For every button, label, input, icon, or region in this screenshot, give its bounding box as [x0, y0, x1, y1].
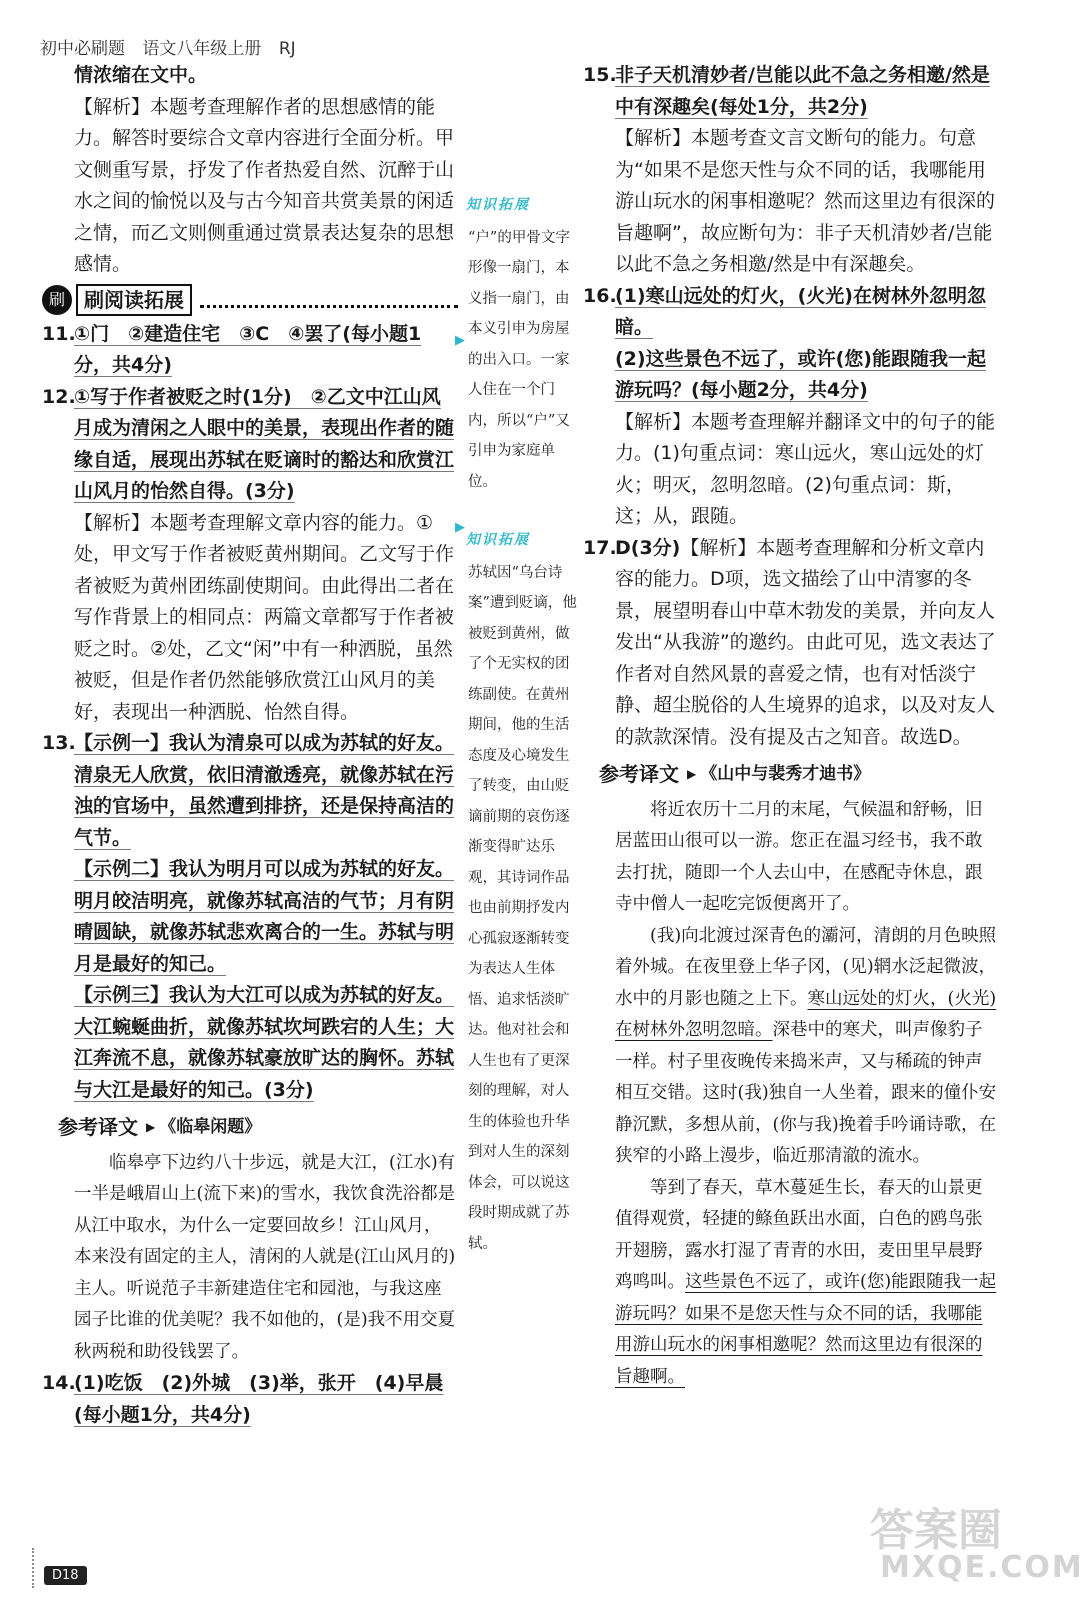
translation-text: 等到了春天，草木蔓延生长，春天的山景更值得观赏，轻捷的鲦鱼跃出水面，白色的鸥鸟张开翅膀，露水打湿了青青的水田，麦田里早晨野鸡鸣叫。 — [615, 1177, 983, 1292]
intro-line: 情浓缩在文中。 — [74, 64, 208, 86]
question-16 — [583, 281, 999, 344]
question-12 — [42, 382, 458, 508]
reference-title: 《山中与裴秀才迪书》 — [700, 764, 871, 784]
question-13 — [42, 728, 458, 854]
q13-number: 13. — [42, 732, 76, 754]
page-header — [40, 34, 308, 59]
arrow-icon: ▶ — [455, 520, 465, 535]
knowledge-box-title: 知识拓展 — [466, 197, 530, 213]
q13-example-3: 【示例三】我认为大江可以成为苏轼的好友。大江蜿蜒曲折，就像苏轼坎坷跌宕的人生；大江奔流不息，就像苏轼豪放旷达的胸怀。苏轼与大江是最好的知己。(3分) — [74, 984, 455, 1101]
reference-translation-header — [599, 759, 999, 791]
question-17 — [583, 533, 999, 754]
q15-number: 15. — [583, 64, 617, 86]
question-14 — [42, 1368, 458, 1431]
reference-translation — [42, 1148, 458, 1369]
translation-paragraph — [615, 1173, 999, 1394]
knowledge-box-text: “户”的甲骨文字形像一扇门，本义指一扇门，由本义引申为房屋的出入口。一家人住在一个门内，所以“户”又引申为家庭单位。 — [468, 229, 570, 490]
watermark-logo: 答案圈 — [870, 1505, 1002, 1556]
section-header — [42, 283, 458, 317]
knowledge-box-text: 苏轼因“乌台诗案”遭到贬谪，他被贬到黄州，做了个无实权的团练副使。在黄州期间，他的生活态度及心境发生了转变，由山贬谪前期的哀伤逐渐变得旷达乐观，其诗词作品也由前期抒发内心孤寂逐渐转变为表达人生体悟、追求恬淡旷达。他对社会和人生也有了更深刻的理解，对人生的体验也升华到对人生的深刻体会，可以说这段时期成就了苏轼。 — [468, 564, 577, 1252]
q13-example-1: 【示例一】我认为清泉可以成为苏轼的好友。清泉无人欣赏，依旧清澈透亮，就像苏轼在污浊的官场中，虽然遭到排挤，还是保持高洁的气节。 — [74, 732, 455, 849]
q11-answer: ①门 ②建造住宅 ③C ④罢了(每小题1分，共4分) — [74, 322, 422, 376]
q17-number: 17. — [583, 536, 617, 559]
translation-paragraph: 将近农历十二月的末尾，气候温和舒畅，旧居蓝田山很可以一游。您正在温习经书，我不敢去打扰，随即一个人去山中，在感配寺休息，跟寺中僧人一起吃完饭便离开了。 — [615, 799, 983, 914]
translation-highlight: 寒山远处的灯火，(火光)在树林外忽明忽暗。 — [615, 988, 997, 1040]
q12-answer: ①写于作者被贬之时(1分) ②乙文中江山风月成为清闲之人眼中的美景，表现出作者的随缘自适，展现出苏轼在贬谪时的豁达和欣赏江山风月的怡然自得。(3分) — [74, 385, 455, 502]
reference-label: 参考译文 — [599, 762, 679, 786]
q17-analysis: 【解析】本题考查理解和分析文章内容的能力。D项，选文描绘了山中清寥的冬景，展望明春山中草木勃发的美景，并向友人发出“从我游”的邀约。由此可见，选文表达了作者对自然风景的喜爱之情，也有对恬淡宁静、超尘脱俗的人生境界的追求，以及对友人的款款深情。没有提及古之知音。故选D。 — [615, 536, 996, 748]
reference-title: 《临皋闲题》 — [159, 1117, 262, 1137]
triangle-icon: ▶ — [146, 1120, 156, 1134]
q15-analysis: 【解析】本题考查文言文断句的能力。句意为“如果不是您天性与众不同的话，我哪能用游山玩水的闲事相邀呢？然而这里边有很深的旨趣啊”，故应断句为：非子天机清妙者/岂能以此不急之务相邀/然是中有深趣矣。 — [615, 127, 996, 275]
intro-analysis: 【解析】本题考查理解作者的思想感情的能力。解答时要综合文章内容进行全面分析。甲文侧重写景，抒发了作者热爱自然、沉醉于山水之间的愉悦以及与古今知音共赏美景的闲适之情，而乙文则侧重通过赏景表达复杂的思想感情。 — [74, 95, 455, 275]
translation-paragraph: 临皋亭下边约八十步远，就是大江，(江水)有一半是峨眉山上(流下来)的雪水，我饮食洗浴都是从江中取水，为什么一定要回故乡！江山风月，本来没有固定的主人，清闲的人就是(江山风月的)主人。听说范子丰新建造住宅和园池，与我这座园子比谁的优美呢？我不如他的，(是)我不用交夏秋两税和助役钱罢了。 — [74, 1152, 456, 1362]
knowledge-box-title: 知识拓展 — [466, 532, 530, 548]
header-edition: RJ — [278, 39, 296, 59]
q14-number: 14. — [42, 1372, 76, 1394]
page-number: D18 — [44, 1566, 87, 1585]
q16-analysis: 【解析】本题考查理解并翻译文中的句子的能力。(1)句重点词：寒山远火，寒山远处的灯火；明灭，忽明忽暗。(2)句重点词：斯，这；从，跟随。 — [615, 410, 996, 527]
right-column — [583, 60, 999, 1393]
q16-answer-1: (1)寒山远处的灯火，(火光)在树林外忽明忽暗。 — [615, 284, 986, 338]
section-title: 刷阅读拓展 — [76, 284, 192, 316]
watermark-url: MXQE.COM — [880, 1550, 1084, 1585]
q16-number: 16. — [583, 284, 617, 307]
translation-text: (我)向北渡过深青色的灞河，清朗的月色映照着外城。在夜里登上华子冈，(见)辋水泛起微波，水中的月影也随之上下。 — [615, 925, 997, 1009]
q16-answer-2: (2)这些景色不远了，或许(您)能跟随我一起游玩吗？(每小题2分，共4分) — [615, 347, 986, 401]
q11-number: 11. — [42, 322, 76, 345]
section-badge-icon: 刷 — [42, 285, 72, 315]
reference-label: 参考译文 — [58, 1115, 138, 1139]
reference-translation — [583, 795, 999, 1394]
question-11 — [42, 319, 458, 382]
q13-example-2: 【示例二】我认为明月可以成为苏轼的好友。明月皎洁明亮，就像苏轼高洁的气节；月有阴晴圆缺，就像苏轼悲欢离合的一生。苏轼与明月是最好的知己。 — [74, 858, 455, 975]
triangle-icon: ▶ — [687, 767, 697, 781]
q12-number: 12. — [42, 385, 76, 408]
arrow-icon: ▶ — [455, 333, 465, 348]
left-column — [42, 60, 458, 1431]
q14-answer: (1)吃饭 (2)外城 (3)举，张开 (4)早晨(每小题1分，共4分) — [74, 1372, 444, 1426]
reference-translation-header — [58, 1112, 458, 1144]
translation-text: 深巷中的寒犬，叫声像豹子一样。村子里夜晚传来捣米声，又与稀疏的钟声相互交错。这时(我)独自一人坐着，跟来的僮仆安静沉默，多想从前，(你与我)挽着手吟诵诗歌，在狭窄的小路上漫步，临近那清澈的流水。 — [615, 1020, 997, 1166]
knowledge-sidebar — [462, 190, 580, 1263]
question-15 — [583, 60, 999, 123]
q15-answer: 非子天机清妙者/岂能以此不急之务相邀/然是中有深趣矣(每处1分，共2分) — [615, 64, 990, 118]
section-divider — [200, 291, 458, 308]
header-subject: 语文八年级上册 — [142, 39, 262, 59]
q17-answer: D(3分) — [615, 536, 681, 559]
header-series: 初中必刷题 — [40, 39, 125, 59]
translation-paragraph — [615, 921, 999, 1173]
q12-analysis: 【解析】本题考查理解文章内容的能力。①处，甲文写于作者被贬黄州期间。乙文写于作者被贬为黄州团练副使期间。由此得出二者在写作背景上的相同点：两篇文章都写于作者被贬之时。②处，乙文“闲”中有一种洒脱，虽然被贬，但是作者仍然能够欣赏江山风月的美好，表现出一种洒脱、怡然自得。 — [74, 511, 455, 723]
translation-highlight: 这些景色不远了，或许(您)能跟随我一起游玩吗？如果不是您天性与众不同的话，我哪能用游山玩水的闲事相邀呢？然而这里边有很深的旨趣啊。 — [615, 1272, 997, 1387]
